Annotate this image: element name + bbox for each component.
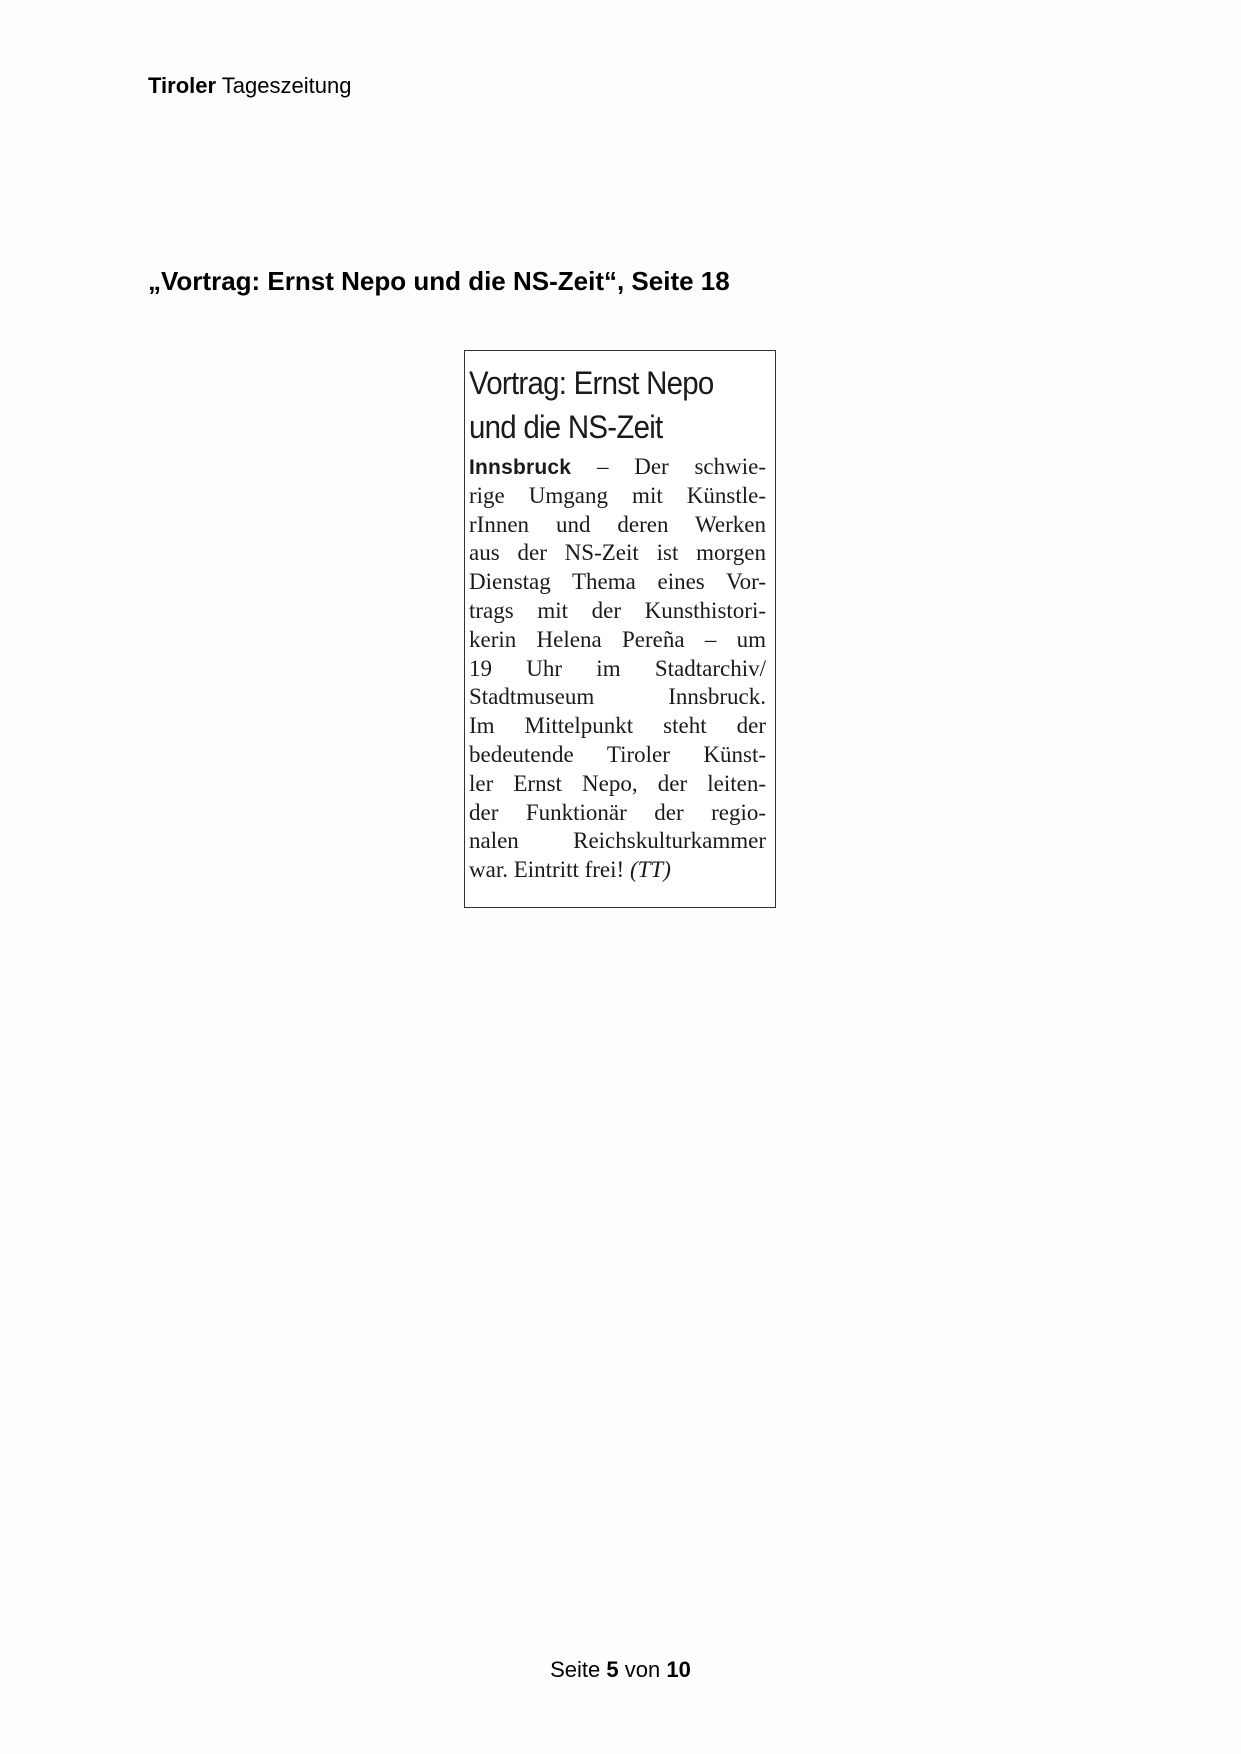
footer-page-total: 10: [666, 1657, 691, 1682]
article-reference-title: „Vortrag: Ernst Nepo und die NS-Zeit“, Seite 18: [148, 266, 730, 296]
clipping-dateline: Innsbruck: [469, 456, 572, 479]
clipping-body-line: ler Ernst Nepo, der leiten-: [469, 770, 766, 796]
publication-name-bold: Tiroler: [148, 73, 217, 98]
publication-masthead: [148, 72, 351, 100]
clipping-body-line: rige Umgang mit Künstle-: [469, 482, 766, 508]
clipping-body-line: bedeutende Tiroler Künst-: [469, 741, 766, 767]
clipping-body-line: Im Mittelpunkt steht der: [469, 713, 766, 739]
clipping-body: [469, 453, 766, 885]
footer-page-prefix: Seite: [550, 1657, 601, 1682]
page-footer: [0, 1656, 1241, 1684]
clipping-body-line: [469, 453, 766, 482]
clipping-body-line: [469, 856, 766, 885]
clipping-body-text: – Der schwie-: [596, 454, 766, 479]
publication-name-regular: Tageszeitung: [221, 73, 352, 98]
clipping-body-line: Stadtmuseum Innsbruck.: [469, 684, 766, 710]
newspaper-clipping: [464, 350, 776, 908]
clipping-headline-line: und die NS-Zeit: [469, 409, 663, 445]
clipping-body-line: Dienstag Thema eines Vor-: [469, 569, 766, 595]
clipping-headline: [469, 361, 742, 449]
clipping-headline-line: Vortrag: Ernst Nepo: [469, 365, 714, 401]
clipping-body-line: nalen Reichskulturkammer: [469, 828, 766, 854]
clipping-body-line: aus der NS-Zeit ist morgen: [469, 540, 766, 566]
clipping-body-line: 19 Uhr im Stadtarchiv/: [469, 655, 766, 681]
clipping-body-line: trags mit der Kunsthistori-: [469, 597, 766, 623]
clipping-body-line: kerin Helena Pereña – um: [469, 626, 766, 652]
footer-page-number: 5: [606, 1657, 619, 1682]
clipping-source: (TT): [629, 857, 671, 883]
clipping-body-line: der Funktionär der regio-: [469, 799, 766, 825]
clipping-body-text: war. Eintritt frei!: [469, 857, 625, 883]
footer-page-separator: von: [624, 1657, 661, 1682]
clipping-body-line: rInnen und deren Werken: [469, 511, 766, 537]
